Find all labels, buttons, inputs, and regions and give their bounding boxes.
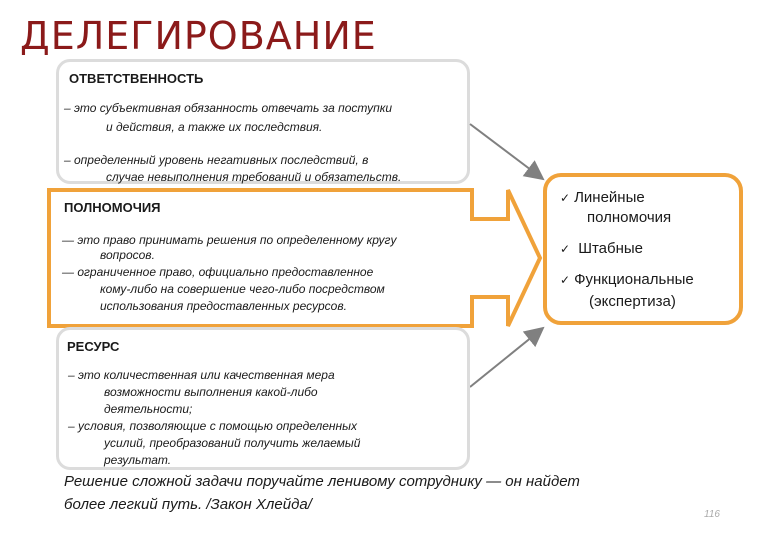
resource-heading: РЕСУРС	[67, 339, 120, 354]
checkmark-icon: ✓	[560, 273, 571, 287]
resource-line: усилий, преобразований получить желаемый	[104, 436, 361, 450]
list-item	[560, 240, 643, 257]
responsibility-line: и действия, а также их последствия.	[106, 120, 323, 134]
page-title: ДЕЛЕГИРОВАНИЕ	[20, 14, 377, 58]
authority-heading: ПОЛНОМОЧИЯ	[64, 200, 161, 215]
type-label: Штабные	[578, 240, 644, 257]
responsibility-line: – определенный уровень негативных последствий, в	[64, 153, 369, 167]
list-item	[560, 271, 694, 288]
responsibility-heading: ОТВЕТСТВЕННОСТЬ	[69, 71, 204, 86]
checkmark-icon: ✓	[560, 242, 571, 256]
list-item	[560, 189, 645, 206]
list-item-continuation: полномочия	[587, 209, 672, 226]
page-number: 116	[704, 509, 720, 520]
responsibility-line: случае невыполнения требований и обязательств.	[106, 170, 402, 184]
quote-line: Решение сложной задачи поручайте ленивому сотруднику — он найдет	[64, 473, 580, 490]
authority-line: использования предоставленных ресурсов.	[100, 299, 347, 313]
arrow-responsibility-to-types	[470, 124, 543, 179]
authority-line: кому-либо на совершение чего-либо посредством	[100, 282, 385, 296]
resource-line: результат.	[104, 453, 172, 467]
authority-line: вопросов.	[100, 248, 155, 262]
resource-line: деятельности;	[104, 402, 193, 416]
type-label: Функциональные	[574, 271, 694, 288]
checkmark-icon: ✓	[560, 191, 571, 205]
authority-line: — это право принимать решения по определенному кругу	[62, 233, 397, 247]
authority-line: — ограниченное право, официально предоставленное	[62, 265, 374, 279]
list-item-continuation: (экспертиза)	[589, 293, 676, 310]
authority-types-box	[543, 173, 743, 325]
type-label: Линейные	[574, 189, 645, 206]
resource-line: – это количественная или качественная мера	[68, 368, 335, 382]
resource-box	[56, 327, 470, 470]
quote-line: более легкий путь. /Закон Хлейда/	[64, 496, 312, 513]
resource-line: возможности выполнения какой-либо	[104, 385, 318, 399]
arrow-resource-to-types	[470, 328, 543, 387]
resource-line: – условия, позволяющие с помощью определенных	[68, 419, 357, 433]
responsibility-line: – это субъективная обязанность отвечать за поступки	[64, 101, 393, 115]
